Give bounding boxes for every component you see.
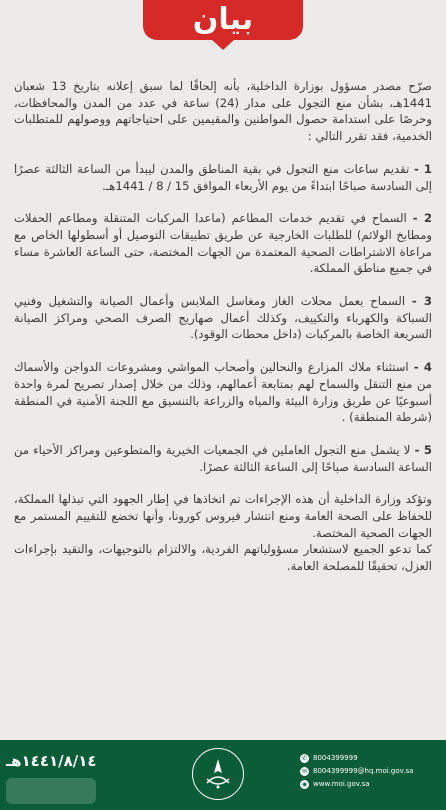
item-5-number: 5 - (414, 442, 432, 457)
item-1-text: تقديم ساعات منع التجول في بقية المناطق والمدن ليبدأ من الساعة الثالثة عصرًا إلى السادسة صباحًا ابتداءً من يوم الأربعاء الموافق 15 / 8 / 1441هـ. (14, 161, 432, 193)
contact-phone[interactable] (300, 752, 413, 765)
phone-number: 8004399999 (313, 754, 358, 762)
footer-bar (0, 740, 446, 810)
item-3-text: السماح بعمل محلات الغاز ومغاسل الملابس وأعمال الصيانة والتشغيل وفنيي السباكة والكهرباء والتكييف، وكذلك أعمال صهاريج الصرف الصحي ومراكز الصيانة السريعة الخاصة بالمركبات (داخل محطات الوقود). (14, 294, 432, 342)
item-3 (14, 293, 432, 343)
watermark-logo (6, 778, 96, 804)
email-icon: ✉ (301, 768, 308, 775)
email-address: 8004399999@hq.moi.gov.sa (313, 767, 414, 775)
item-4 (14, 359, 432, 426)
hijri-date: ١٤٤١/٨/١٤هـ (6, 752, 97, 770)
website-url: www.moi.gov.sa (313, 780, 370, 788)
closing-paragraph-1: وتؤكد وزارة الداخلية أن هذه الإجراءات تم اتخاذها في إطار الجهود التي تبذلها المملكة، للحفاظ على الصحة العامة ومنع انتشار فيروس كورونا، وأنها تخضع للتقييم المستمر مع الجهات الصحية المختصة. (14, 492, 432, 540)
item-1 (14, 161, 432, 194)
web-icon: ◉ (301, 781, 308, 788)
item-5-text: لا يشمل منع التجول العاملين في الجمعيات الخيرية والمتطوعين ومراكز الأحياء من الساعة السادسة صباحًا إلى الساعة الثالثة عصرًا. (14, 442, 432, 474)
item-4-number: 4 - (413, 360, 432, 375)
closing-paragraph-2: كما تدعو الجميع لاستشعار مسؤولياتهم الفردية، والالتزام بالتوجيهات، والتقيد بإجراءات العزل، تحقيقًا للمصلحة العامة. (14, 542, 432, 574)
contact-website[interactable] (300, 778, 413, 791)
intro-paragraph: صرّح مصدر مسؤول بوزارة الداخلية، بأنه إلحاقًا لما سبق إعلانه بتاريخ 13 شعبان 1441هـ، بشأن منع التجول على مدار (24) ساعة في عدد من المدن والمحافظات، وحرصًا على استدامة حصول المواطنين والمقيمين على احتياجاتهم ووصولهم للمتطلبات الخدمية، فقد تقرر التالي : (14, 79, 432, 144)
item-3-number: 3 - (411, 294, 432, 309)
item-4-text: استثناء ملاك المزارع والنحالين وأصحاب المواشي ومشروعات الدواجن والأسماك من منع التنقل والسماح لهم بمتابعة أعمالهم، وذلك من خلال إصدار تصريح لمرة واحدة أسبوعيًا عن طريق وزارة البيئة والمياه والزراعة بالتنسيق مع اللجنة الأمنية في المنطقة (شرطة المنطقة) . (14, 360, 432, 425)
item-2-text: السماح في تقديم خدمات المطاعم (ماعدا المركبات المتنقلة ومطاعم الحفلات ومطابخ الولائم) للطلبات الخارجية عن طريق تطبيقات التوصيل أو أسطولها الخاص مع مراعاة الاشتراطات الصحية المعتمدة من الجهات المختصة، حتى الساعة العاشرة مساء في جميع مناطق المملكة. (14, 211, 432, 276)
item-1-number: 1 - (413, 161, 432, 176)
item-2-number: 2 - (412, 211, 433, 226)
phone-icon: ✆ (301, 755, 308, 762)
contact-list (300, 752, 413, 791)
item-5 (14, 442, 432, 475)
page-title: بيان (192, 2, 254, 37)
contact-email[interactable] (300, 765, 413, 778)
ministry-emblem-icon (192, 748, 244, 800)
statement-body (14, 78, 432, 591)
title-banner (143, 0, 303, 40)
item-2 (14, 210, 432, 277)
